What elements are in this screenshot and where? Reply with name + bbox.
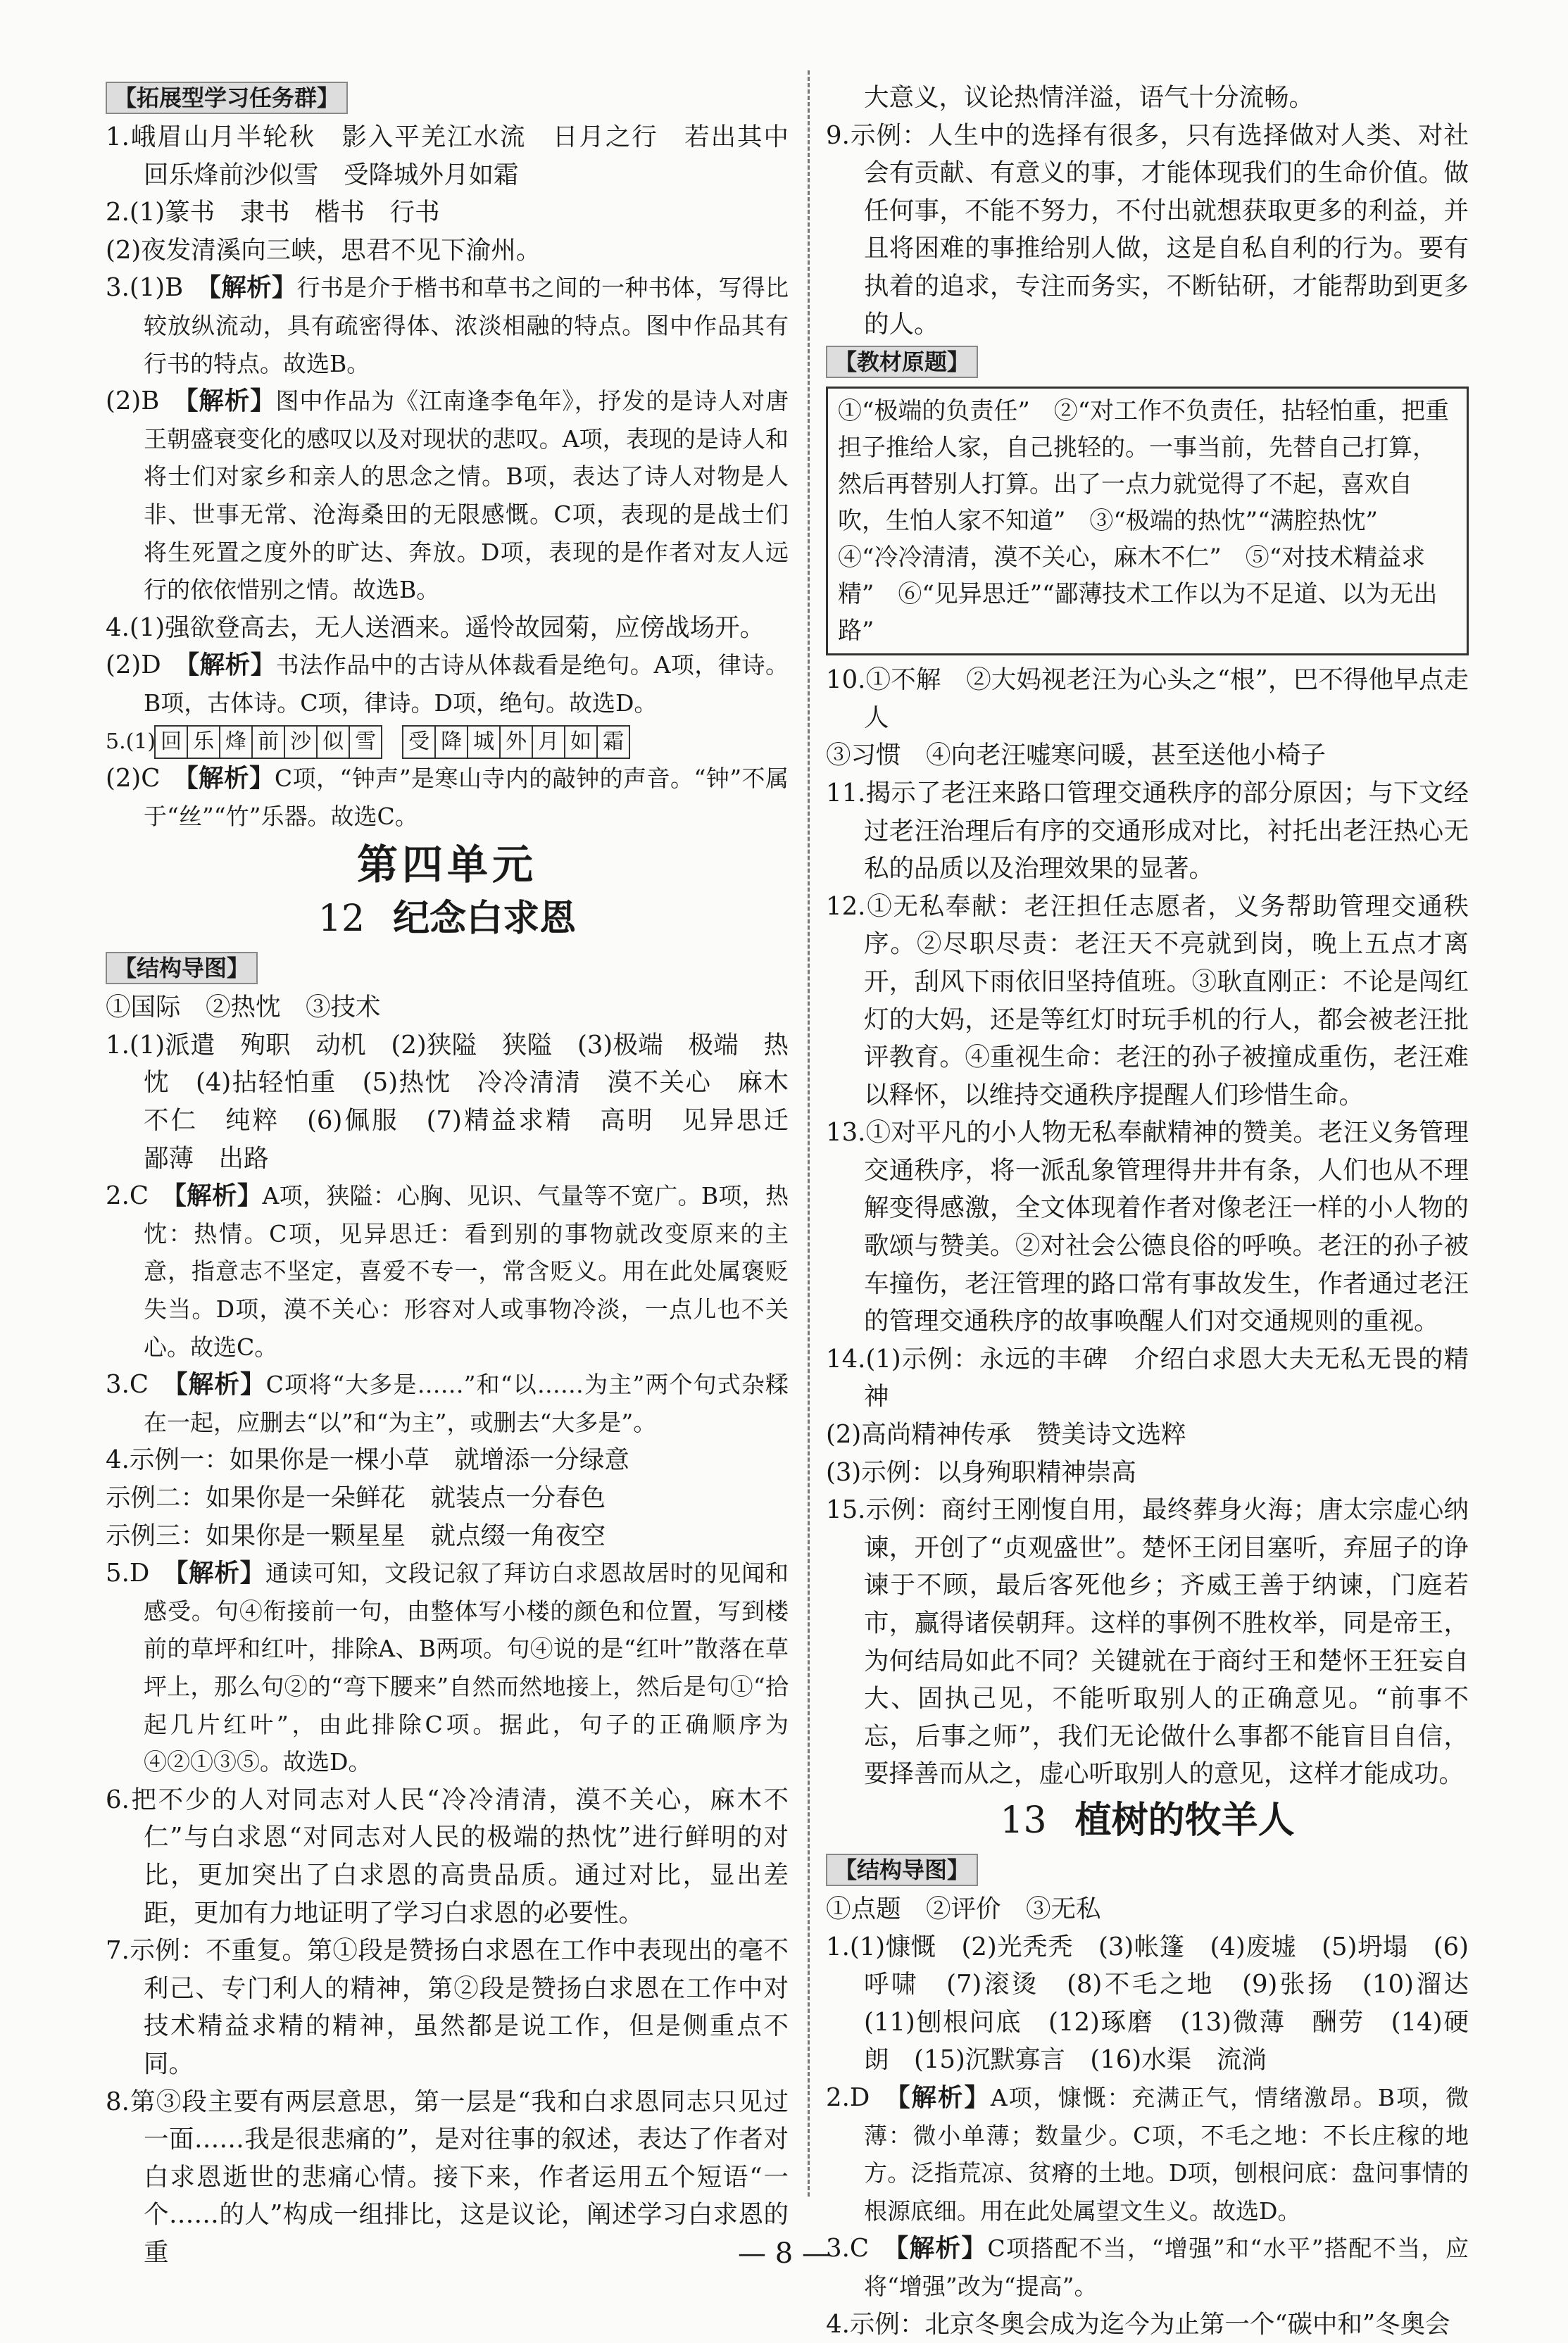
answer-item: 1.峨眉山月半轮秋 影入平羌江水流 日月之行 若出其中 回乐烽前沙似雪 受降城外月如霜 (106, 118, 789, 194)
answer-item: (2)高尚精神传承 赞美诗文选粹 (826, 1416, 1469, 1454)
answer-item: (3)示例：以身殉职精神崇高 (826, 1454, 1469, 1492)
answer-item: ③习惯 ④向老汪嘘寒问暖，甚至送他小椅子 (826, 736, 1469, 774)
answer-item: 2.D 【解析】A项，慷慨：充满正气，情绪激昂。B项，微薄：微小单薄；数量少。C项，不毛之地：不长庄稼的地方。泛指荒凉、贫瘠的土地。D项，刨根问底：盘问事情的根源底细。用在此处属望文生义。故选D。 (826, 2079, 1469, 2230)
section-tag: 【 教材原题 】 (826, 346, 978, 378)
answer-item: (2)夜发清溪向三峡，思君不见下渝州。 (106, 232, 789, 270)
answer-item: 3.C 【解析】C项将“大多是……”和“以……为主”两个句式杂糅在一起，应删去“以”和“为主”，或删去“大多是”。 (106, 1366, 789, 1441)
answer-item: 2.(1)篆书 隶书 楷书 行书 (106, 194, 789, 232)
answer-item: (2)B 【解析】图中作品为《江南逢李龟年》，抒发的是诗人对唐王朝盛衰变化的感叹以及对现状的悲叹。A项，表现的是诗人和将士们对家乡和亲人的思念之情。B项，表达了诗人对物是人非、世事无常、沧海桑田的无限感慨。C项，表现的是战士们将生死置之度外的旷达、奔放。D项，表现的是作者对友人远行的依依惜别之情。故选B。 (106, 382, 789, 609)
page-number: — 8 — (0, 2237, 1568, 2270)
answer-item: (2)C 【解析】C项，“钟声”是寒山寺内的敲钟的声音。“钟”不属于“丝”“竹”乐器。故选C。 (106, 760, 789, 835)
structure-map: ①国际 ②热忱 ③技术 (106, 988, 789, 1026)
answer-item: 2.C 【解析】A项，狭隘：心胸、见识、气量等不宽广。B项，热忱：热情。C项，见异思迁：看到别的事物就改变原来的主意，指意志不坚定，喜爱不专一，常含贬义。用在此处属褒贬失当。D项，漠不关心：形容对人或事物冷淡，一点儿也不关心。故选C。 (106, 1177, 789, 1366)
unit-title: 第四单元 (106, 838, 789, 891)
answer-item: (2)D 【解析】书法作品中的古诗从体裁看是绝句。A项，律诗。B项，古体诗。C项，律诗。D项，绝句。故选D。 (106, 646, 789, 722)
answer-item: 15.示例：商纣王刚愎自用，最终葬身火海；唐太宗虚心纳谏，开创了“贞观盛世”。楚怀王闭目塞听，弃屈子的诤谏于不顾，最后客死他乡；齐威王善于纳谏，门庭若市，赢得诸侯朝拜。这样的事例不胜枚举，同是帝王，为何结局如此不同？关键就在于商纣王和楚怀王狂妄自大、固执己见，不能听取别人的正确意见。“前事不忘，后事之师”，我们无论做什么事都不能盲目自信，要择善而从之，虚心听取别人的意见，这样才能成功。 (826, 1491, 1469, 1793)
answer-item: 3.(1)B 【解析】行书是介于楷书和草书之间的一种书体，写得比较放纵流动，具有疏密得体、浓淡相融的特点。图中作品其有行书的特点。故选B。 (106, 269, 789, 382)
answer-item: 4.(1)强欲登高去，无人送酒来。遥怜故园菊，应傍战场开。 (106, 609, 789, 647)
answer-item: 1.(1)慷慨 (2)光秃秃 (3)帐篷 (4)废墟 (5)坍塌 (6)呼啸 (7)滚烫 (8)不毛之地 (9)张扬 (10)溜达 (11)刨根问底 (12)琢磨 (13)微薄 酬劳 (14)硬朗 (15)沉默寡言 (16)水渠 流淌 (826, 1928, 1469, 2079)
answer-item: 12.①无私奉献：老汪担任志愿者，义务帮助管理交通秩序。②尽职尽责：老汪天不亮就到岗，晚上五点才离开，刮风下雨依旧坚持值班。③耿直刚正：不论是闯红灯的大妈，还是等红灯时玩手机的行人，都会被老汪批评教育。④重视生命：老汪的孙子被撞成重伤，老汪难以释怀，以维持交通秩序提醒人们珍惜生命。 (826, 888, 1469, 1114)
answer-item: 9.示例：人生中的选择有很多，只有选择做对人类、对社会有贡献、有意义的事，才能体现我们的生命价值。做任何事，不能不努力，不付出就想获取更多的利益，并且将困难的事推给别人做，这是自私自利的行为。要有执着的追求，专注而务实，不断钻研，才能帮助到更多的人。 (826, 117, 1469, 344)
answer-item: 10.①不解 ②大妈视老汪为心头之“根”，巴不得他早点走人 (826, 661, 1469, 736)
answer-item: 14.(1)示例：永远的丰碑 介绍白求恩大夫无私无畏的精神 (826, 1340, 1469, 1416)
answer-item: 5.D 【解析】通读可知，文段记叙了拜访白求恩故居时的见闻和感受。句④衔接前一句，由整体写小楼的颜色和位置，写到楼前的草坪和红叶，排除A、B两项。句④说的是“红叶”散落在草坪上，那么句②的“弯下腰来”自然而然地接上，然后是句①“拾起几片红叶”，由此排除C项。据此，句子的正确顺序为④②①③⑤。故选D。 (106, 1554, 789, 1781)
right-column (826, 79, 1469, 2343)
answer-item: 7.示例：不重复。第①段是赞扬白求恩在工作中表现出的毫不利己、专门利人的精神，第②段是赞扬白求恩在工作中对技术精益求精的精神，虽然都是说工作，但是侧重点不同。 (106, 1932, 789, 2083)
answer-item: 8.第③段主要有两层意思，第一层是“我和白求恩同志只见过一面……我是很悲痛的”，是对往事的叙述，表达了作者对白求恩逝世的悲痛心情。接下来，作者运用五个短语“一个……的人”构成一组排比，这是议论，阐述学习白求恩的重 (106, 2083, 789, 2272)
answer-item: 11.揭示了老汪来路口管理交通秩序的部分原因；与下文经过老汪治理后有序的交通形成对比，衬托出老汪热心无私的品质以及治理效果的显著。 (826, 774, 1469, 888)
section-tag: 【 拓展型学习任务群 】 (106, 82, 348, 114)
answer-item: 3.C 【解析】C项搭配不当，“增强”和“水平”搭配不当，应将“增强”改为“提高”。 (826, 2230, 1469, 2305)
lesson-title: 12 纪念白求恩 (106, 893, 789, 945)
section-tag: 【 结构导图 】 (826, 1854, 978, 1886)
answer-item: 示例二：如果你是一朵鲜花 就装点一分春色 (106, 1479, 789, 1517)
structure-map: ①点题 ②评价 ③无私 (826, 1890, 1469, 1928)
answer-item: 4.示例：北京冬奥会成为迄今为止第一个“碳中和”冬奥会 (826, 2306, 1469, 2343)
lesson-title: 13 植树的牧羊人 (826, 1795, 1469, 1847)
answer-item: 6.把不少的人对同志对人民“冷冷清清，漠不关心，麻木不仁”与白求恩“对同志对人民的极端的热忱”进行鲜明的对比，更加突出了白求恩的高贵品质。通过对比，显出差距，更加有力地证明了学习白求恩的必要性。 (106, 1781, 789, 1932)
answer-item: 1.(1)派遣 殉职 动机 (2)狭隘 狭隘 (3)极端 极端 热忱 (4)拈轻怕重 (5)热忱 冷冷清清 漠不关心 麻木不仁 纯粹 (6)佩服 (7)精益求精 高明 见异思迁 鄙薄 出路 (106, 1026, 789, 1177)
answer-item: 5.(1) 回 乐 烽 前 沙 似 雪 受 降 城 外 月 如 霜 (106, 722, 789, 760)
section-tag: 【 结构导图 】 (106, 952, 258, 984)
answer-item: 4.示例一：如果你是一棵小草 就增添一分绿意 (106, 1441, 789, 1479)
answer-item: 13.①对平凡的小人物无私奉献精神的赞美。老汪义务管理交通秩序，将一派乱象管理得井井有条，人们也从不理解变得感激，全文体现着作者对像老汪一样的小人物的歌颂与赞美。②对社会公德良俗的呼唤。老汪的孙子被车撞伤，老汪管理的路口常有事故发生，作者通过老汪的管理交通秩序的故事唤醒人们对交通规则的重视。 (826, 1114, 1469, 1340)
answer-item: 示例三：如果你是一颗星星 就点缀一角夜空 (106, 1517, 789, 1555)
answer-item: 大意义，议论热情洋溢，语气十分流畅。 (826, 79, 1469, 117)
left-column (106, 79, 789, 2271)
textbook-original-box: ①“极端的负责任” ②“对工作不负责任，拈轻怕重，把重担子推给人家，自己挑轻的。一事当前，先替自己打算，然后再替别人打算。出了一点力就觉得了不起，喜欢自吹，生怕人家不知道” ③“极端的热忱”“满腔热忱” ④“冷冷清清，漠不关心，麻木不仁” ⑤“对技术精益求精” ⑥“见异思迁”“鄙薄技术工作以为不足道、以为无出路” (826, 387, 1469, 655)
